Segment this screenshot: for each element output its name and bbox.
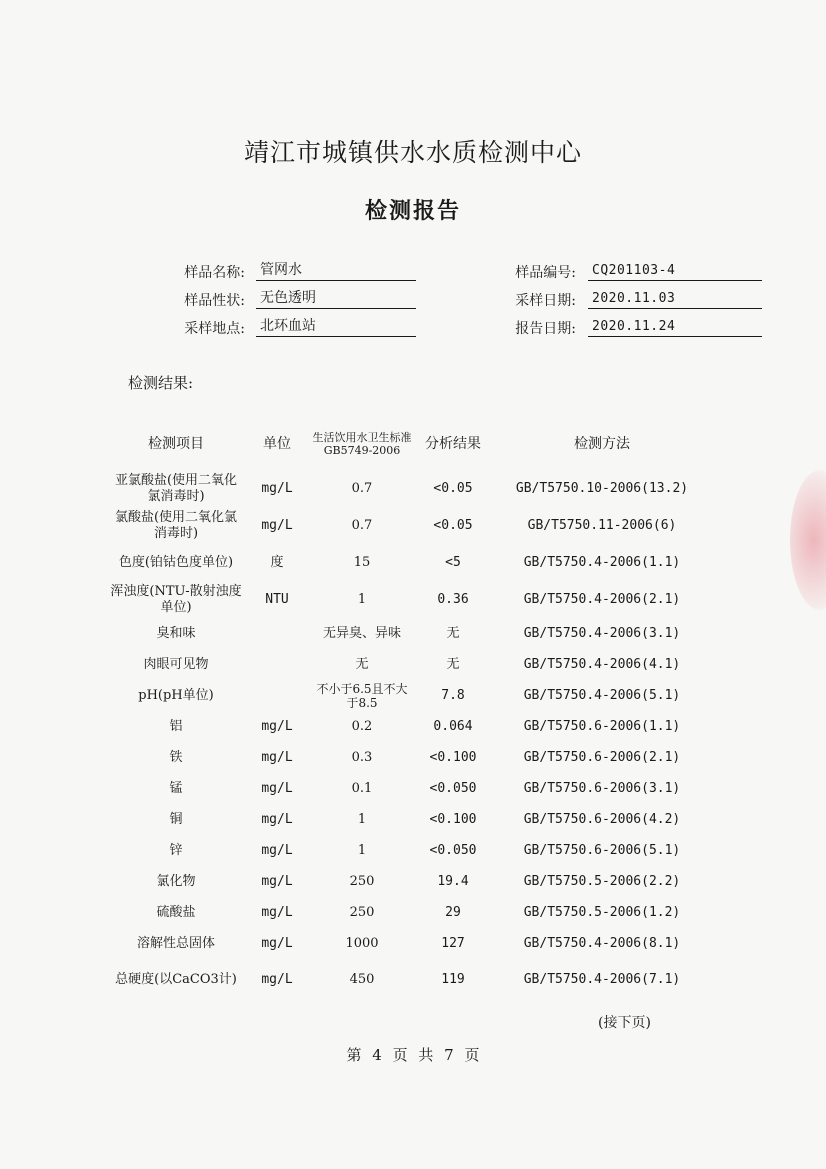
cell-unit: NTU [265, 591, 289, 607]
sample-id-value: CQ201103-4 [588, 261, 762, 281]
organization-title: 靖江市城镇供水水质检测中心 [243, 138, 582, 167]
cell-result: 127 [441, 935, 465, 951]
cell-result: 119 [441, 971, 465, 987]
cell-unit: mg/L [261, 811, 293, 827]
sampling-date-label: 采样日期: [515, 293, 576, 309]
header-method: 检测方法 [574, 436, 630, 452]
cell-method: GB/T5750.4-2006(3.1) [523, 625, 681, 641]
cell-item: 铁 [169, 749, 183, 765]
report-title: 检测报告 [364, 198, 461, 224]
sampling-date-value: 2020.11.03 [588, 289, 762, 309]
table-row [110, 928, 710, 959]
table-row [110, 742, 710, 773]
cell-unit: mg/L [261, 971, 293, 987]
sampling-location-label: 采样地点: [184, 321, 245, 337]
cell-unit: mg/L [261, 480, 293, 496]
cell-item: 硫酸盐 [156, 904, 196, 920]
cell-method: GB/T5750.4-2006(7.1) [523, 971, 681, 987]
cell-item: 氯酸盐(使用二氧化氯消毒时) [114, 509, 238, 541]
sample-state-value: 无色透明 [256, 289, 416, 309]
page-number: 第 4 页 共 7 页 [346, 1046, 480, 1064]
table-row [110, 897, 710, 928]
cell-limit: 1 [357, 842, 367, 858]
cell-unit: mg/L [261, 749, 293, 765]
cell-result: <0.100 [429, 811, 477, 827]
table-row [110, 618, 710, 649]
cell-limit: 0.3 [351, 749, 373, 765]
table-row [110, 711, 710, 742]
table-row [110, 544, 710, 581]
cell-limit: 0.2 [351, 718, 373, 734]
cell-result: 19.4 [437, 873, 469, 889]
cell-unit: mg/L [261, 517, 293, 533]
cell-method: GB/T5750.4-2006(8.1) [523, 935, 681, 951]
cell-limit: 0.7 [351, 480, 373, 496]
continued-note: (接下页) [598, 1015, 651, 1031]
cell-limit: 15 [353, 554, 371, 570]
cell-item: 锌 [169, 842, 183, 858]
table-row [110, 866, 710, 897]
cell-limit: 无异臭、异味 [322, 625, 401, 641]
cell-limit: 250 [349, 904, 375, 920]
table-row [110, 804, 710, 835]
cell-limit: 1 [357, 591, 367, 607]
results-table [110, 418, 710, 1000]
cell-result: 0.36 [437, 591, 469, 607]
cell-item: 亚氯酸盐(使用二氧化氯消毒时) [114, 472, 238, 504]
cell-result: <0.05 [433, 517, 473, 533]
cell-limit [312, 680, 412, 711]
cell-item: 色度(铂钴色度单位) [118, 554, 234, 570]
cell-method: GB/T5750.6-2006(1.1) [523, 718, 681, 734]
cell-result: 7.8 [441, 687, 465, 703]
cell-method: GB/T5750.6-2006(5.1) [523, 842, 681, 858]
cell-method: GB/T5750.11-2006(6) [527, 517, 677, 533]
cell-limit: 1 [357, 811, 367, 827]
cell-unit: mg/L [261, 935, 293, 951]
cell-method: GB/T5750.5-2006(1.2) [523, 904, 681, 920]
cell-result: 无 [446, 656, 460, 672]
cell-result: 无 [446, 625, 460, 641]
table-row [110, 507, 710, 544]
cell-method: GB/T5750.6-2006(4.2) [523, 811, 681, 827]
cell-result: <5 [445, 554, 461, 570]
cell-result: <0.050 [429, 842, 477, 858]
cell-unit: 度 [270, 554, 284, 570]
cell-limit-text: 不小于6.5且不大于8.5 [316, 681, 408, 710]
sampling-location-value: 北环血站 [256, 317, 416, 337]
cell-method: GB/T5750.4-2006(5.1) [523, 687, 681, 703]
table-row [110, 581, 710, 618]
cell-item: 臭和味 [156, 625, 196, 641]
header-unit: 单位 [263, 436, 291, 452]
sample-name-value: 管网水 [256, 261, 416, 281]
header-result: 分析结果 [425, 436, 481, 452]
cell-unit: mg/L [261, 842, 293, 858]
cell-result: <0.050 [429, 780, 477, 796]
table-row [110, 773, 710, 804]
table-row [110, 470, 710, 507]
cell-result: 29 [445, 904, 461, 920]
cell-item: 铜 [169, 811, 183, 827]
results-label: 检测结果: [128, 374, 194, 392]
cell-unit [242, 649, 312, 680]
cell-unit: mg/L [261, 873, 293, 889]
cell-item: 锰 [169, 780, 183, 796]
cell-method: GB/T5750.6-2006(3.1) [523, 780, 681, 796]
cell-item: 溶解性总固体 [136, 935, 215, 951]
cell-method: GB/T5750.6-2006(2.1) [523, 749, 681, 765]
table-header-row [110, 418, 710, 470]
cell-method: GB/T5750.4-2006(4.1) [523, 656, 681, 672]
sample-state-label: 样品性状: [184, 293, 245, 309]
cell-unit: mg/L [261, 904, 293, 920]
cell-item: 铝 [169, 718, 183, 734]
cell-method: GB/T5750.4-2006(2.1) [523, 591, 681, 607]
report-date-value: 2020.11.24 [588, 317, 762, 337]
cell-limit: 无 [355, 656, 369, 672]
cell-limit: 1000 [345, 935, 379, 951]
cell-unit [242, 680, 312, 711]
sample-id-label: 样品编号: [515, 265, 576, 281]
table-row [110, 959, 710, 1000]
cell-result: 0.064 [433, 718, 473, 734]
cell-limit: 0.7 [351, 517, 373, 533]
cell-item: pH(pH单位) [138, 687, 214, 703]
header-standard: 生活饮用水卫生标准GB5749-2006 [312, 431, 412, 457]
cell-result: <0.100 [429, 749, 477, 765]
cell-item: 浑浊度(NTU-散射浊度单位) [110, 583, 242, 615]
table-row [110, 835, 710, 866]
cell-limit: 450 [349, 971, 375, 987]
cell-item: 氯化物 [156, 873, 196, 889]
report-date-label: 报告日期: [515, 321, 576, 337]
cell-unit: mg/L [261, 718, 293, 734]
cell-method: GB/T5750.4-2006(1.1) [523, 554, 681, 570]
sample-name-label: 样品名称: [184, 265, 245, 281]
cell-limit: 0.1 [351, 780, 373, 796]
table-row [110, 680, 710, 711]
header-item: 检测项目 [148, 436, 204, 452]
cell-limit: 250 [349, 873, 375, 889]
cell-method: GB/T5750.5-2006(2.2) [523, 873, 681, 889]
cell-result: <0.05 [433, 480, 473, 496]
cell-item: 肉眼可见物 [143, 656, 209, 672]
cell-method: GB/T5750.10-2006(13.2) [515, 480, 689, 496]
cell-unit [242, 618, 312, 649]
red-seal-stamp [790, 470, 826, 610]
cell-unit: mg/L [261, 780, 293, 796]
cell-item: 总硬度(以CaCO3计) [115, 971, 237, 987]
table-row [110, 649, 710, 680]
